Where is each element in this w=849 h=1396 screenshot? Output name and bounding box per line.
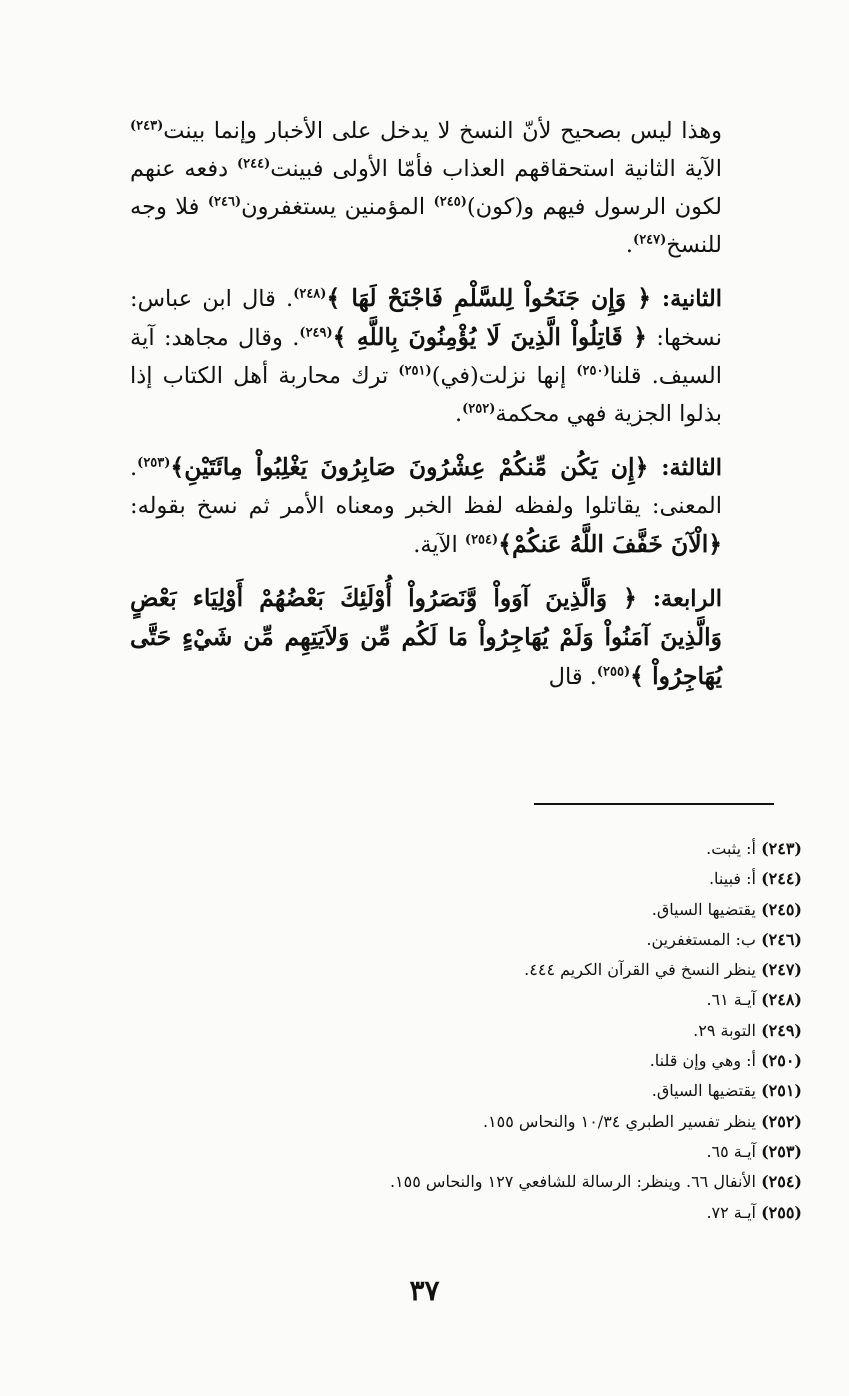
text-run: المؤمنين يستغفرون	[241, 194, 434, 220]
footnote-reference: (٢٤٦)	[207, 194, 242, 210]
footnotes-list	[302, 834, 802, 1228]
main-text	[130, 112, 722, 711]
quran-verse: ﴿الْآنَ خَفَّفَ اللَّهُ عَنكُمْ﴾	[498, 530, 722, 558]
footnote-item	[302, 985, 802, 1015]
footnote-reference: (٢٤٣)	[130, 118, 164, 134]
footnote-reference: (٢٤٤)	[237, 156, 271, 172]
footnote-item	[302, 1107, 802, 1137]
footnote-text: ب: المستغفرين.	[646, 929, 756, 949]
footnote-number: (٢٥٠)	[761, 1051, 802, 1071]
footnote-number: (٢٥٥)	[761, 1202, 802, 1222]
footnote-reference: (٢٤٧)	[633, 232, 667, 248]
paragraph-1	[130, 112, 722, 264]
footnote-item	[302, 1046, 802, 1076]
footnote-reference: (٢٥١)	[398, 363, 432, 379]
footnote-number: (٢٥١)	[761, 1081, 802, 1101]
text-run: . وقال مجاهد: آية السيف. قلنا	[130, 325, 722, 389]
text-run: إنها نزلت(في)	[431, 363, 577, 389]
text-run: فلا وجه للنسخ	[130, 194, 722, 258]
footnote-number: (٢٤٥)	[761, 899, 802, 919]
text-run: .	[454, 401, 463, 427]
footnote-reference: (٢٤٨)	[293, 286, 327, 302]
page-number: ٣٧	[409, 1274, 440, 1307]
footnote-text: أ: وهي وإن قلنا.	[649, 1051, 756, 1071]
footnote-reference: (٢٥٣)	[137, 455, 171, 471]
paragraph-4-fourth-verse	[130, 579, 722, 696]
footnote-text: آيـة ٦٥.	[706, 1141, 756, 1161]
footnote-item	[302, 1198, 802, 1228]
footnote-text: يقتضيها السياق.	[651, 1081, 756, 1101]
footnote-item	[302, 1167, 802, 1197]
footnote-number: (٢٥٣)	[761, 1141, 802, 1161]
section-label: الرابعة:	[636, 586, 722, 612]
text-run: . قال ابن عباس: نسخها:	[130, 286, 722, 351]
footnote-number: (٢٤٨)	[761, 990, 802, 1010]
footnote-text: الأنفال ٦٦. وينظر: الرسالة للشافعي ١٢٧ والنحاس ١٥٥.	[389, 1172, 756, 1192]
quran-verse: ﴿ وَالَّذِينَ آوَواْ وَّنَصَرُواْ أُوْلَئِكَ بَعْضُهُمْ أَوْلِيَاء بَعْضٍ وَالَّذِينَ آمَنُواْ وَلَمْ يُهَاجِرُواْ مَا لَكُم مِّن وَلاَيَتِهِم مِّن شَيْءٍ حَتَّى يُهَاجِرُواْ ﴾	[130, 584, 722, 690]
text-run: . المعنى: يقاتلوا ولفظه لفظ الخبر ومعناه الأمر ثم نسخ بقوله:	[130, 455, 722, 519]
footnote-text: آيـة ٧٢.	[706, 1202, 756, 1222]
text-run: وهذا ليس بصحيح لأنّ النسخ لا يدخل على الأخبار وإنما بينت	[163, 118, 722, 144]
footnote-text: ينظر تفسير الطبري ١٠/٣٤ والنحاس ١٥٥.	[482, 1111, 756, 1131]
footnote-text: يقتضيها السياق.	[651, 899, 756, 919]
footnote-reference: (٢٥٠)	[576, 363, 610, 379]
footnote-text: أ: يثبت.	[706, 839, 756, 858]
footnote-number: (٢٤٦)	[761, 929, 802, 949]
footnote-item	[302, 834, 802, 864]
footnote-number: (٢٤٣)	[761, 839, 802, 858]
footnote-text: أ: فبينا.	[708, 869, 756, 889]
text-run: الآية الثانية استحقاقهم العذاب فأمّا الأولى فبينت	[270, 156, 722, 182]
footnote-reference: (٢٤٥)	[433, 194, 467, 210]
section-label: الثانية:	[651, 286, 722, 312]
text-run: . قال	[548, 664, 597, 690]
footnote-number: (٢٤٩)	[761, 1020, 802, 1040]
footnote-separator	[534, 803, 774, 805]
footnote-reference: (٢٤٩)	[299, 325, 333, 341]
text-run: .	[625, 232, 634, 258]
paragraph-2-second-verse	[130, 279, 722, 433]
quran-verse: ﴿ قَاتِلُواْ الَّذِينَ لَا يُؤْمِنُونَ بِاللَّهِ ﴾	[332, 323, 647, 351]
text-run: الآية.	[413, 532, 465, 558]
footnote-item	[302, 1137, 802, 1167]
quran-verse: ﴿إِن يَكُن مِّنكُمْ عِشْرُونَ صَابِرُونَ يَغْلِبُواْ مِائَتَيْنِ﴾	[170, 453, 649, 481]
paragraph-3-third-verse	[130, 448, 722, 564]
footnote-number: (٢٤٧)	[761, 960, 802, 980]
text-run: ترك محاربة أهل الكتاب إذا بذلوا الجزية فهي محكمة	[130, 363, 722, 427]
footnote-text: آيـة ٦١.	[706, 990, 756, 1010]
footnote-number: (٢٤٤)	[761, 869, 802, 889]
footnote-text: ينظر النسخ في القرآن الكريم ٤٤٤.	[524, 960, 756, 980]
footnote-number: (٢٥٤)	[761, 1172, 802, 1192]
footnote-reference: (٢٥٥)	[596, 664, 631, 680]
section-label: الثالثة:	[648, 455, 722, 481]
footnote-item	[302, 895, 802, 925]
quran-verse: ﴿ وَإِن جَنَحُواْ لِلسَّلْمِ فَاجْنَحْ لَهَا ﴾	[326, 284, 652, 312]
footnote-reference: (٢٥٤)	[464, 532, 499, 548]
footnote-item	[302, 864, 802, 894]
footnote-item	[302, 925, 802, 955]
text-run: دفعه عنهم لكون الرسول فيهم و(كون)	[130, 156, 723, 220]
footnote-item	[302, 955, 802, 985]
footnote-item	[302, 1076, 802, 1106]
footnote-number: (٢٥٢)	[761, 1111, 802, 1131]
footnote-text: التوبة ٢٩.	[693, 1020, 756, 1040]
footnote-item	[302, 1016, 802, 1046]
footnote-reference: (٢٥٢)	[462, 401, 496, 417]
